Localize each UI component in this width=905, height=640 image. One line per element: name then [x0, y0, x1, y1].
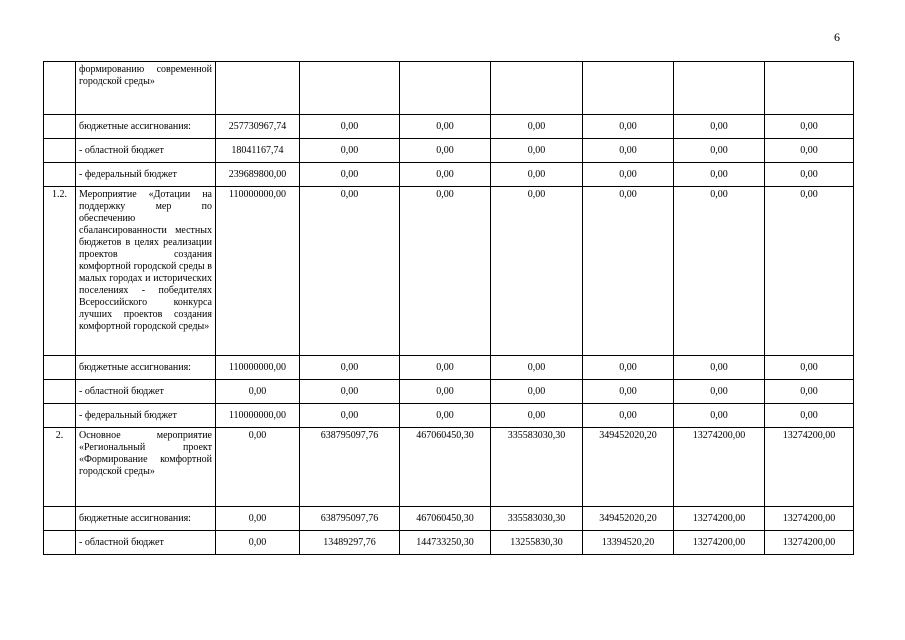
value-cell: 638795097,76 [300, 507, 400, 531]
value-cell: 13274200,00 [765, 428, 854, 507]
budget-table [43, 61, 854, 555]
value-cell [216, 62, 300, 115]
value-cell: 0,00 [400, 163, 491, 187]
value-cell: 0,00 [491, 380, 583, 404]
value-cell: 0,00 [674, 404, 765, 428]
value-cell: 0,00 [765, 380, 854, 404]
value-cell: 13489297,76 [300, 531, 400, 555]
table-row [44, 380, 854, 404]
value-cell: 467060450,30 [400, 428, 491, 507]
value-cell: 0,00 [583, 380, 674, 404]
value-cell: 110000000,00 [216, 404, 300, 428]
value-cell: 0,00 [765, 115, 854, 139]
value-cell: 0,00 [400, 380, 491, 404]
value-cell: 349452020,20 [583, 428, 674, 507]
value-cell: 0,00 [674, 356, 765, 380]
row-number-cell [44, 62, 76, 115]
value-cell [491, 62, 583, 115]
value-cell: 0,00 [400, 187, 491, 356]
row-description-cell: бюджетные ассигнования: [76, 115, 216, 139]
row-description-cell: - областной бюджет [76, 531, 216, 555]
value-cell: 110000000,00 [216, 356, 300, 380]
table-row [44, 404, 854, 428]
value-cell: 0,00 [300, 380, 400, 404]
value-cell: 0,00 [583, 163, 674, 187]
table-row [44, 187, 854, 356]
value-cell: 144733250,30 [400, 531, 491, 555]
value-cell: 0,00 [491, 404, 583, 428]
table-body [44, 62, 854, 555]
row-description-cell: формированию современной городской среды» [76, 62, 216, 115]
value-cell [674, 62, 765, 115]
value-cell [583, 62, 674, 115]
row-description-cell: - областной бюджет [76, 139, 216, 163]
value-cell: 638795097,76 [300, 428, 400, 507]
row-number-cell [44, 380, 76, 404]
value-cell: 13255830,30 [491, 531, 583, 555]
value-cell: 0,00 [300, 139, 400, 163]
value-cell: 0,00 [216, 531, 300, 555]
value-cell: 0,00 [491, 163, 583, 187]
value-cell: 0,00 [300, 404, 400, 428]
value-cell: 0,00 [674, 163, 765, 187]
row-description-cell: Мероприятие «Дотации на поддержку мер по обеспечению сбалансированности местных бюджетов в целях реализации проектов создания комфортной городской среды в малых городах и исторических поселениях - победителях Всероссийского конкурса лучших проектов создания комфортной городской среды» [76, 187, 216, 356]
value-cell: 0,00 [300, 187, 400, 356]
value-cell: 335583030,30 [491, 428, 583, 507]
row-number-cell [44, 531, 76, 555]
value-cell: 0,00 [300, 163, 400, 187]
value-cell: 0,00 [583, 139, 674, 163]
value-cell: 0,00 [674, 139, 765, 163]
row-number-cell: 1.2. [44, 187, 76, 356]
value-cell: 0,00 [765, 356, 854, 380]
row-description-cell: - федеральный бюджет [76, 163, 216, 187]
value-cell: 0,00 [583, 404, 674, 428]
value-cell: 335583030,30 [491, 507, 583, 531]
value-cell: 0,00 [400, 115, 491, 139]
value-cell: 0,00 [765, 139, 854, 163]
row-number-cell [44, 139, 76, 163]
value-cell: 0,00 [216, 380, 300, 404]
table-row [44, 115, 854, 139]
row-number-cell [44, 115, 76, 139]
value-cell: 0,00 [491, 115, 583, 139]
value-cell: 13274200,00 [765, 531, 854, 555]
value-cell: 13274200,00 [674, 428, 765, 507]
row-description-cell: бюджетные ассигнования: [76, 356, 216, 380]
value-cell: 0,00 [400, 139, 491, 163]
row-description-cell: бюджетные ассигнования: [76, 507, 216, 531]
value-cell: 0,00 [674, 115, 765, 139]
value-cell: 0,00 [765, 404, 854, 428]
value-cell [765, 62, 854, 115]
table-row [44, 62, 854, 115]
row-number-cell [44, 163, 76, 187]
table-row [44, 163, 854, 187]
value-cell: 110000000,00 [216, 187, 300, 356]
row-number-cell [44, 507, 76, 531]
value-cell: 13274200,00 [674, 531, 765, 555]
row-description-cell: - федеральный бюджет [76, 404, 216, 428]
value-cell: 0,00 [765, 163, 854, 187]
value-cell: 0,00 [400, 356, 491, 380]
value-cell: 0,00 [583, 356, 674, 380]
value-cell: 0,00 [216, 428, 300, 507]
value-cell: 0,00 [583, 115, 674, 139]
value-cell: 0,00 [765, 187, 854, 356]
row-number-cell [44, 404, 76, 428]
value-cell: 349452020,20 [583, 507, 674, 531]
value-cell: 13394520,20 [583, 531, 674, 555]
row-number-cell [44, 356, 76, 380]
value-cell [400, 62, 491, 115]
row-number-cell: 2. [44, 428, 76, 507]
value-cell: 467060450,30 [400, 507, 491, 531]
page-number: 6 [834, 30, 840, 44]
row-description-cell: Основное мероприятие «Региональный проект «Формирование комфортной городской среды» [76, 428, 216, 507]
value-cell: 0,00 [491, 187, 583, 356]
value-cell: 13274200,00 [765, 507, 854, 531]
value-cell: 0,00 [674, 380, 765, 404]
table-row [44, 531, 854, 555]
row-description-cell: - областной бюджет [76, 380, 216, 404]
value-cell: 18041167,74 [216, 139, 300, 163]
value-cell: 0,00 [300, 356, 400, 380]
value-cell: 0,00 [674, 187, 765, 356]
value-cell: 0,00 [300, 115, 400, 139]
value-cell [300, 62, 400, 115]
table-row [44, 428, 854, 507]
value-cell: 239689800,00 [216, 163, 300, 187]
table-row [44, 507, 854, 531]
value-cell: 0,00 [491, 139, 583, 163]
value-cell: 0,00 [400, 404, 491, 428]
value-cell: 13274200,00 [674, 507, 765, 531]
value-cell: 0,00 [491, 356, 583, 380]
value-cell: 257730967,74 [216, 115, 300, 139]
table-row [44, 139, 854, 163]
value-cell: 0,00 [583, 187, 674, 356]
table-row [44, 356, 854, 380]
value-cell: 0,00 [216, 507, 300, 531]
